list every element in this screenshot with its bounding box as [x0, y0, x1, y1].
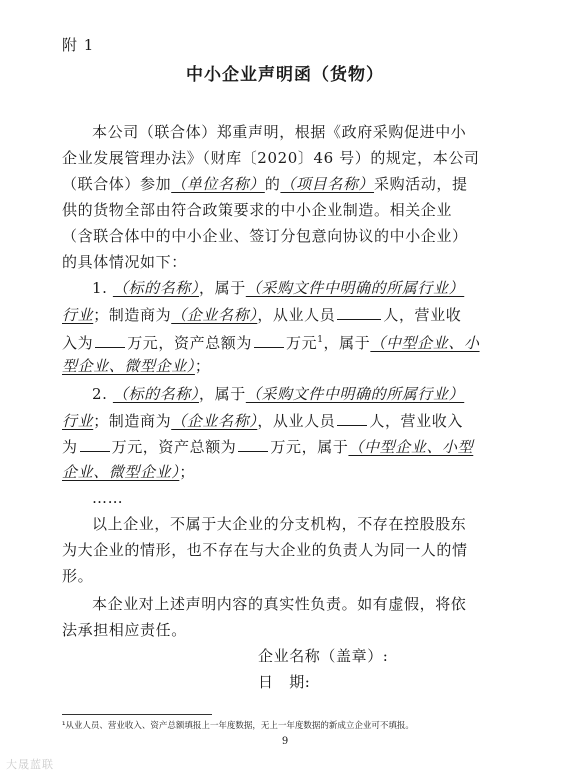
intro-line-4: 供的货物全部由符合政策要求的中小企业制造。相关企业 [62, 201, 453, 219]
item-text: 万元，资产总额为 [127, 334, 253, 352]
sign-company-label: 企业名称（盖章）: [258, 647, 389, 665]
intro-text: 采购活动，提 [374, 175, 468, 193]
para2-line-3: 形。 [62, 567, 94, 585]
watermark: 大晟蓝联 [6, 758, 54, 771]
sign-date-label: 日 期: [258, 673, 311, 691]
item-text: ； [179, 463, 195, 481]
item-2-line-1 [62, 384, 532, 404]
industry-field: （采购文件中明确的所属行 [245, 385, 434, 403]
footnote-mark: 1 [317, 335, 324, 345]
assets-blank [238, 436, 268, 452]
company-name-field: （企业名称） [171, 306, 258, 324]
item-text: ； [194, 357, 211, 375]
item-text: 入为 [62, 334, 94, 352]
project-name-field: （项目名称） [280, 175, 375, 193]
item-text: 万元，资产总额为 [111, 438, 237, 456]
staff-blank [337, 304, 381, 320]
intro-text: （联合体）参加 [62, 175, 172, 193]
para3-line-2: 法承担相应责任。 [62, 621, 187, 639]
item-text: ；制造商为 [93, 412, 172, 430]
item-text: ；制造商为 [93, 306, 172, 324]
intro-line-6: 的具体情况如下： [62, 253, 187, 271]
staff-blank [337, 410, 367, 426]
item-1-line-3 [62, 330, 532, 353]
item-number: 1. [92, 279, 108, 297]
item-1-line-1 [62, 278, 532, 298]
page-title: 中小企业声明函（货物） [186, 65, 384, 85]
enterprise-size-field: 企业、微型企业） [62, 463, 180, 481]
item-1-line-2 [62, 304, 532, 325]
para2-line-1: 以上企业，不属于大企业的分支机构，不存在控股股东 [92, 515, 467, 533]
industry-field: 行业 [62, 306, 94, 324]
company-name-field: （企业名称） [171, 412, 258, 430]
item-text: 人，营业收入 [369, 412, 463, 430]
item-1-line-4 [62, 356, 532, 376]
target-name-field: （标的名称） [112, 279, 199, 297]
item-text: 万元 [286, 334, 318, 352]
industry-field: 行业 [62, 412, 94, 430]
para2-line-2: 为大企业的情形，也不存在与大企业的负责人为同一人的情 [62, 541, 468, 559]
item-2-line-4 [62, 462, 532, 482]
page-number: 9 [281, 736, 289, 747]
intro-line-1: 本公司（联合体）郑重声明，根据《政府采购促进中小 [92, 123, 467, 141]
assets-blank [254, 332, 284, 348]
footnote-rule [62, 714, 212, 715]
enterprise-size-field: （中型企业、小 [370, 334, 480, 352]
industry-field: （采购文件中明确的所属行 [245, 279, 434, 297]
intro-line-3 [62, 174, 532, 194]
intro-line-2: 企业发展管理办法》（财库〔2020〕46 号）的规定，本公司 [62, 149, 480, 167]
item-text: ，从业人员 [257, 306, 336, 324]
enterprise-size-field: 型企业、微型企业） [62, 357, 195, 375]
item-2-line-3 [62, 436, 532, 457]
item-text: ，属于 [199, 279, 246, 297]
intro-text: 的 [264, 175, 281, 193]
unit-name-field: （单位名称） [171, 175, 265, 193]
item-text: ，属于 [199, 385, 246, 403]
item-text: ，属于 [323, 334, 371, 352]
item-2-line-2 [62, 410, 532, 431]
item-text: ，从业人员 [257, 412, 336, 430]
revenue-blank [80, 436, 110, 452]
industry-field: 业） [433, 385, 465, 403]
annex-label: 附 1 [62, 36, 95, 54]
para3-line-1: 本企业对上述声明内容的真实性负责。如有虚假，将依 [92, 595, 467, 613]
industry-field: 业） [433, 279, 465, 297]
item-text: 为 [62, 438, 78, 456]
intro-line-5: （含联合体中的中小企业、签订分包意向协议的中小企业） [62, 227, 468, 245]
enterprise-size-field: （中型企业、小型 [348, 438, 474, 456]
footnote: ¹从业人员、营业收入、资产总额填报上一年度数据，无上一年度数据的新成立企业可不填报。 [62, 721, 414, 731]
revenue-blank [95, 332, 125, 348]
item-text: 万元，属于 [270, 438, 349, 456]
item-text: 人，营业收 [383, 306, 462, 324]
item-number: 2. [92, 385, 108, 403]
target-name-field: （标的名称） [112, 385, 199, 403]
ellipsis: …… [92, 489, 124, 507]
